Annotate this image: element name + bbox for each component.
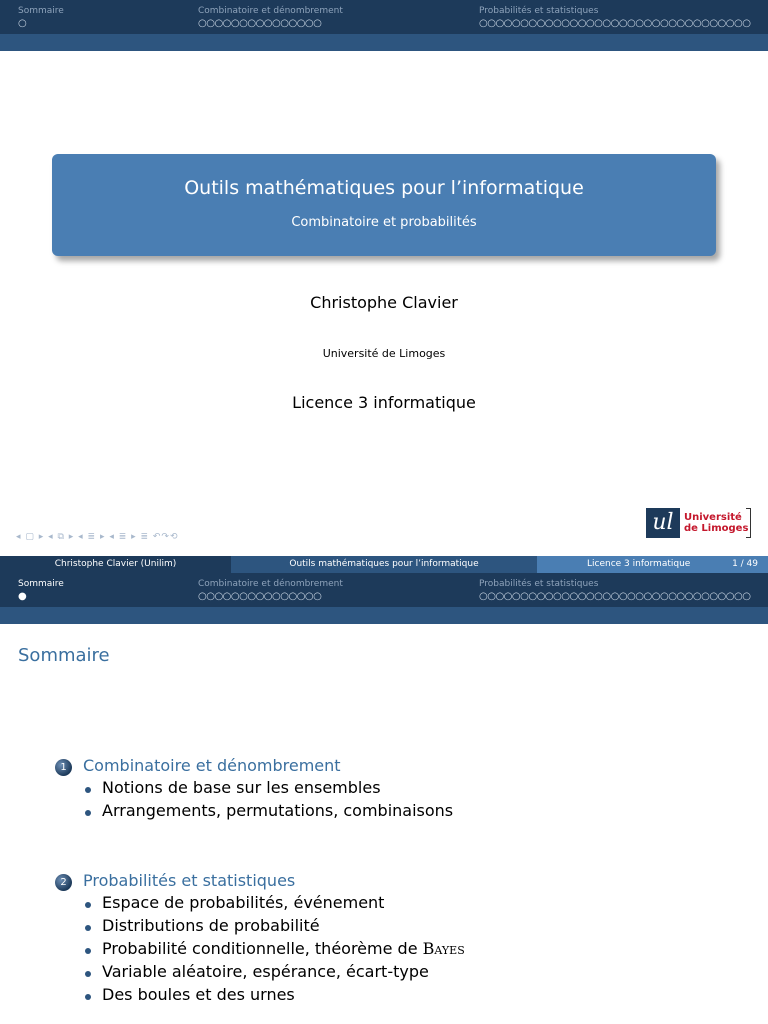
toc-section-label[interactable]: Probabilités et statistiques — [83, 871, 296, 890]
institute: Université de Limoges — [322, 347, 446, 360]
section-number-ball-icon: 1 — [55, 759, 72, 776]
presentation-title: Outils mathématiques pour l’informatique — [184, 177, 584, 199]
nav-subband — [0, 34, 768, 51]
nav-dots-probabilites[interactable]: ○○○○○○○○○○○○○○○○○○○○○○○○○○○○○○○○○ — [479, 18, 751, 29]
slide-footer — [0, 556, 768, 573]
footer-author: Christophe Clavier (Unilim) — [0, 556, 231, 573]
toc-subsection[interactable] — [55, 985, 755, 1008]
toc-subsection-label[interactable]: Espace de probabilités, événement — [102, 893, 385, 912]
table-of-contents — [55, 756, 755, 1008]
toc-section-label[interactable]: Combinatoire et dénombrement — [83, 756, 341, 775]
logo-mark-icon: ul — [646, 508, 680, 538]
section-number-ball-icon: 2 — [55, 874, 72, 891]
toc-subsection-label[interactable]: Probabilité conditionnelle, théorème de Bayes — [102, 939, 465, 958]
presentation-subtitle: Combinatoire et probabilités — [291, 215, 477, 230]
toc-subsection[interactable] — [55, 801, 755, 824]
toc-subsection-label[interactable]: Arrangements, permutations, combinaisons — [102, 801, 454, 820]
toc-subsection-label[interactable]: Notions de base sur les ensembles — [102, 778, 381, 797]
section-navigation-bar — [0, 0, 768, 34]
bullet-icon — [85, 787, 91, 793]
toc-subsection[interactable] — [55, 939, 755, 962]
bullet-icon — [85, 902, 91, 908]
nav-section-combinatoire[interactable]: Combinatoire et dénombrement — [198, 6, 343, 16]
page-number: 1 / 49 — [732, 559, 758, 569]
nav-dots-combinatoire[interactable]: ○○○○○○○○○○○○○○○ — [198, 591, 322, 602]
bayes-name: Bayes — [422, 939, 465, 958]
logo-text: Université de Limoges — [684, 512, 749, 534]
beamer-navigation-symbols[interactable]: ◂ ▢ ▸ ◂ ⧉ ▸ ◂ ≣ ▸ ◂ ≣ ▸ ≣ ↶↷⟲ — [16, 532, 179, 542]
toc-section-1[interactable] — [55, 756, 755, 778]
author-name: Christophe Clavier — [310, 293, 458, 312]
toc-subsection[interactable] — [55, 778, 755, 801]
logo-bracket — [746, 508, 751, 538]
toc-section-2[interactable] — [55, 871, 755, 893]
toc-subsection-label[interactable]: Distributions de probabilité — [102, 916, 320, 935]
nav-section-probabilites[interactable]: Probabilités et statistiques — [479, 579, 599, 589]
nav-dots-sommaire[interactable]: ● — [18, 591, 27, 602]
bullet-icon — [85, 971, 91, 977]
toc-subsection-label[interactable]: Variable aléatoire, espérance, écart-type — [102, 962, 429, 981]
bullet-icon — [85, 925, 91, 931]
nav-dots-sommaire[interactable]: ○ — [18, 18, 27, 29]
section-navigation-bar — [0, 573, 768, 607]
footer-right — [537, 556, 768, 573]
toc-subsection[interactable] — [55, 962, 755, 985]
toc-subsection[interactable] — [55, 893, 755, 916]
nav-subband — [0, 607, 768, 624]
toc-subsection-label[interactable]: Des boules et des urnes — [102, 985, 295, 1004]
nav-section-probabilites[interactable]: Probabilités et statistiques — [479, 6, 599, 16]
bullet-icon — [85, 994, 91, 1000]
frame-title: Sommaire — [18, 645, 110, 666]
nav-dots-combinatoire[interactable]: ○○○○○○○○○○○○○○○ — [198, 18, 322, 29]
nav-section-sommaire[interactable]: Sommaire — [18, 579, 64, 589]
university-logo — [646, 506, 754, 542]
bullet-icon — [85, 948, 91, 954]
nav-section-sommaire[interactable]: Sommaire — [18, 6, 64, 16]
toc-slide — [0, 573, 768, 1024]
nav-section-combinatoire[interactable]: Combinatoire et dénombrement — [198, 579, 343, 589]
course-label: Licence 3 informatique — [292, 393, 476, 412]
title-box — [52, 154, 716, 256]
bullet-icon — [85, 810, 91, 816]
toc-subsection[interactable] — [55, 916, 755, 939]
footer-title: Outils mathématiques pour l’informatique — [231, 556, 537, 573]
footer-course: Licence 3 informatique — [587, 559, 691, 569]
nav-dots-probabilites[interactable]: ○○○○○○○○○○○○○○○○○○○○○○○○○○○○○○○○○ — [479, 591, 751, 602]
